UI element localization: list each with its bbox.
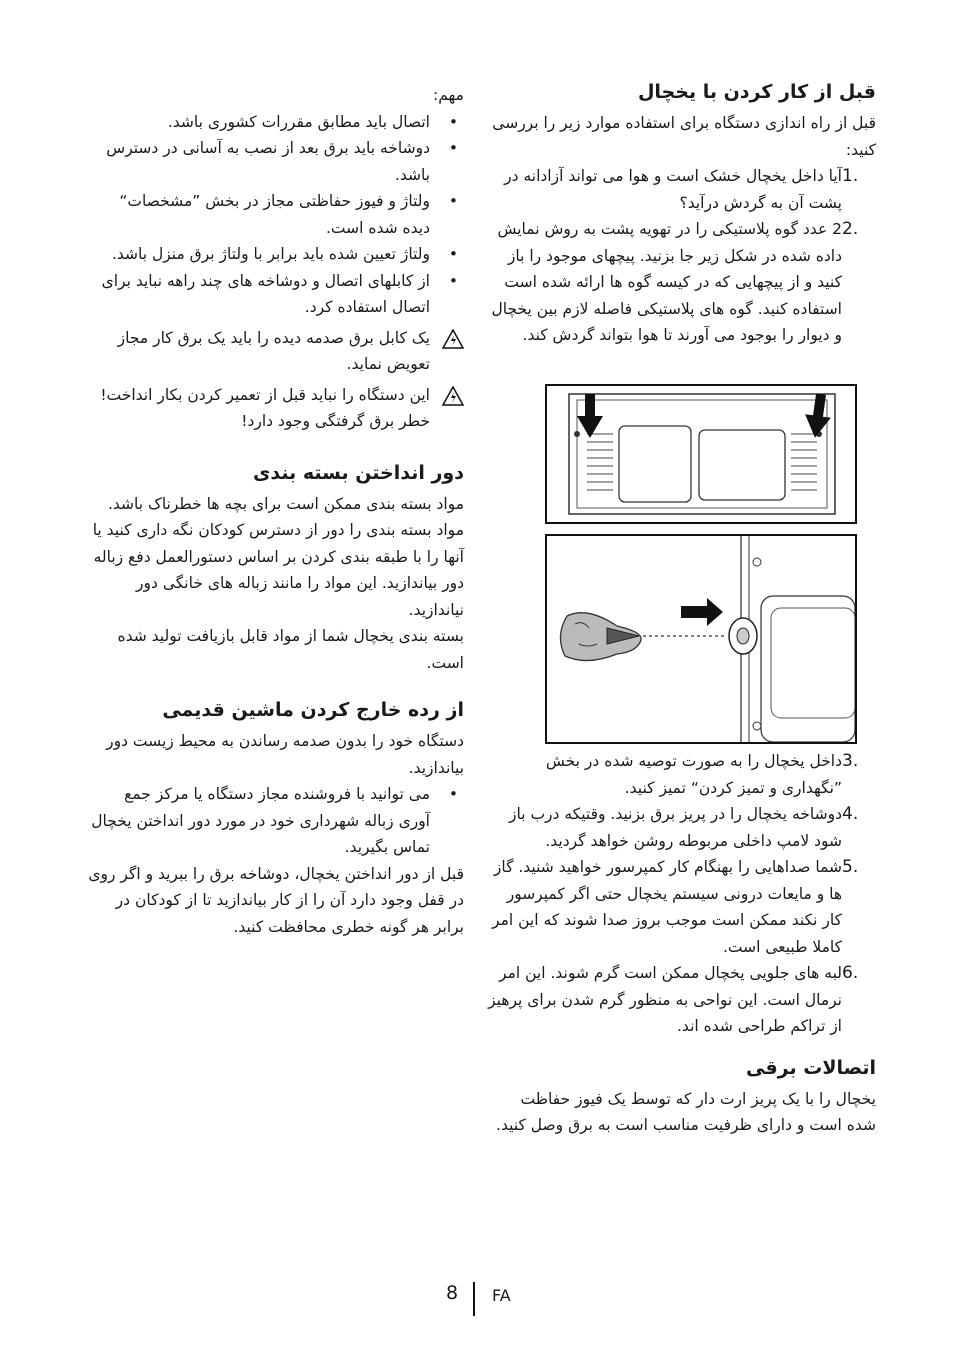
list-item	[488, 960, 876, 1040]
warning-note	[88, 382, 464, 435]
item-text: شما صداهایی را بهنگام کار کمپرسور خواهید شنید. گاز ها و مایعات درونی سیستم یخچال حتی اگر کمپرسور کار نکند ممکن است موجب بروز صدا شوند که این امر کاملا طبیعی است.	[492, 858, 842, 956]
warning-icon	[430, 382, 464, 435]
section-text-packaging: مواد بسته بندی ممکن است برای بچه ها خطرناک باشد. مواد بسته بندی را دور از دسترس کودکان نگه داری کنید یا آنها را با طبقه بندی کردن بر اساس دستورالعمل دفع زباله دور بیاندازید. این مواد را مانند زباله های خانگی دور نیاندازید.	[92, 494, 464, 619]
list-item	[488, 801, 876, 854]
list-item: • می توانید با فروشنده مجاز دستگاه یا مرکز جمع آوری زباله شهرداری خود در مورد دور انداختن یخچال تماس بگیرید.	[88, 781, 464, 861]
section-title-electrical: اتصالات برقی	[746, 1056, 876, 1079]
section-title-packaging: دور انداختن بسته بندی	[252, 461, 464, 484]
wedge-install-illustration	[547, 536, 855, 742]
item-text: داخل یخچال را به صورت توصیه شده در بخش ”نگهداری و تمیز کردن“ تمیز کنید.	[545, 752, 842, 797]
important-label: مهم:	[433, 86, 464, 104]
figure-wedge-install	[545, 534, 857, 744]
section-title-disposal: از رده خارج کردن ماشین قدیمی	[162, 699, 464, 721]
item-number: 6.	[842, 963, 859, 983]
list-item: • دوشاخه باید برق بعد از نصب به آسانی در دسترس باشد.	[88, 135, 464, 188]
item-text: لبه های جلویی یخچال ممکن است گرم شوند. این امر نرمال است. این نواحی به منظور گرم شدن برای پرهیز از تراکم طراحی شده اند.	[488, 964, 842, 1035]
warning-text: یک کابل برق صدمه دیده را باید یک برق کار مجاز تعویض نماید.	[117, 328, 430, 373]
list-item	[488, 216, 876, 349]
list-item: • ولتاژ و فیوز حفاظتی مجاز در بخش ”مشخصات“ دیده شده است.	[88, 188, 464, 241]
right-column	[488, 78, 876, 349]
item-number: 1.	[842, 166, 859, 186]
language-code: FA	[492, 1286, 511, 1305]
warning-note	[88, 325, 464, 378]
section-intro: قبل از راه اندازی دستگاه برای استفاده موارد زیر را بررسی کنید:	[492, 114, 876, 159]
list-item	[488, 748, 876, 801]
bullet-list	[88, 781, 464, 861]
section-title-before-operating: قبل از کار کردن با یخچال	[637, 81, 876, 103]
bullet-list	[88, 109, 464, 321]
section-text-disposal-2: قبل از دور انداختن یخچال، دوشاخه برق را ببرید و اگر روی در قفل وجود دارد آن را از کار بیاندازید تا از کودکان در برابر هر گونه خطری محافظت کنید.	[88, 864, 464, 936]
figure-fridge-back	[545, 384, 857, 524]
section-text-packaging-2: بسته بندی یخچال شما از مواد قابل بازیافت تولید شده است.	[117, 627, 464, 672]
item-number: 5.	[842, 857, 859, 877]
item-text: 2 عدد گوه پلاستیکی را در تهویه پشت به روش نمایش داده شده در شکل زیر جا بزنید. پیچهای موجود را باز کنید و از پیچهایی که در کیسه گوه ها ارائه شده است استفاده کنید. گوه های پلاستیکی فاصله لازم بین یخچال و دیوار را بوجود می آورند تا هوا بتواند گردش کند.	[491, 220, 842, 344]
list-item: • اتصال باید مطابق مقررات کشوری باشد.	[88, 109, 464, 136]
item-number: 2.	[842, 219, 859, 239]
item-text: آیا داخل یخچال خشک است و هوا می تواند آزادانه در پشت آن به گردش درآید؟	[504, 167, 842, 212]
right-column-lower	[488, 748, 876, 1139]
warning-text: این دستگاه را نباید قبل از تعمیر کردن بکار انداخت! خطر برق گرفتگی وجود دارد!	[100, 385, 430, 430]
list-item	[488, 854, 876, 960]
item-number: 4.	[842, 804, 859, 824]
list-item	[488, 163, 876, 216]
section-text-electrical: یخچال را با یک پریز ارت دار که توسط یک فیوز حفاظت شده است و دارای ظرفیت مناسب است به برق وصل کنید.	[496, 1089, 876, 1134]
footer-divider	[473, 1282, 475, 1316]
list-item: • ولتاژ تعیین شده باید برابر با ولتاژ برق منزل باشد.	[88, 241, 464, 268]
page-number: 8	[446, 1282, 459, 1304]
section-text-disposal: دستگاه خود را بدون صدمه رساندن به محیط زیست دور بیاندازید.	[106, 732, 464, 777]
item-number: 3.	[842, 751, 859, 771]
item-text: دوشاخه یخچال را در پریز برق بزنید. وقتیکه درب باز شود لامپ داخلی مربوطه روشن خواهد گردید.	[509, 805, 842, 850]
fridge-back-illustration	[547, 386, 855, 522]
left-column	[88, 82, 464, 940]
warning-icon	[430, 325, 464, 378]
list-item: • از کابلهای اتصال و دوشاخه های چند راهه نباید برای اتصال استفاده کرد.	[88, 268, 464, 321]
